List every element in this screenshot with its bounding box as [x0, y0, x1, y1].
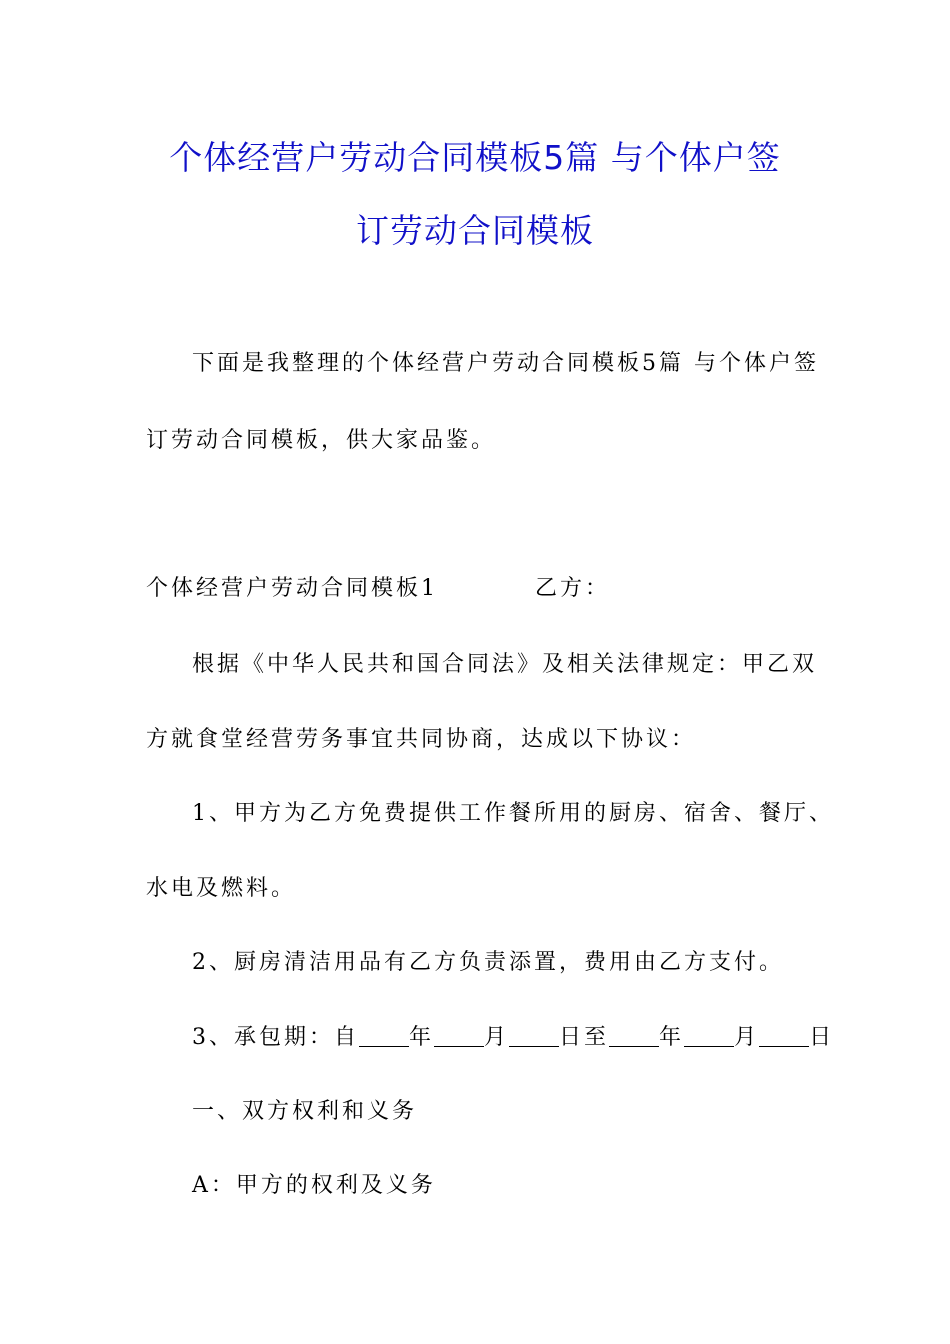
item-1-line-2: 水电及燃料。: [146, 876, 297, 901]
month-blank-1: [434, 1024, 484, 1047]
document-title-line-1: 个体经营户劳动合同模板5篇 与个体户签: [169, 138, 781, 177]
intro-line-1: 下面是我整理的个体经营户劳动合同模板5篇 与个体户签: [192, 351, 819, 376]
item-3-prefix: 3、承包期：自: [192, 1025, 359, 1050]
paragraph-1-line-1: 根据《中华人民共和国合同法》及相关法律规定：甲乙双: [192, 652, 818, 677]
item-1-line-1: 1、甲方为乙方免费提供工作餐所用的厨房、宿舍、餐厅、: [192, 801, 834, 826]
year-blank-1: [359, 1024, 409, 1047]
heading-rights-obligations: 一、双方权利和义务: [192, 1099, 418, 1124]
item-2: 2、厨房清洁用品有乙方负责添置，费用由乙方支付。: [192, 950, 784, 975]
document-title-line-2: 订劳动合同模板: [356, 211, 594, 250]
heading-party-a: A：甲方的权利及义务: [192, 1173, 436, 1198]
item-3: [192, 1020, 834, 1051]
month-blank-2: [684, 1024, 734, 1047]
item-3-month-2: 月: [734, 1025, 760, 1050]
intro-line-2: 订劳动合同模板，供大家品鉴。: [146, 428, 497, 453]
party-b-label: 乙方：: [535, 576, 611, 601]
item-3-day-2: 日: [809, 1025, 835, 1050]
section-heading: 个体经营户劳动合同模板1: [146, 576, 438, 601]
item-3-month-1: 月: [484, 1025, 510, 1050]
year-blank-2: [609, 1024, 659, 1047]
paragraph-1-line-2: 方就食堂经营劳务事宜共同协商，达成以下协议：: [146, 727, 697, 752]
item-3-year-1: 年: [409, 1025, 435, 1050]
day-blank-1: [509, 1024, 559, 1047]
day-blank-2: [759, 1024, 809, 1047]
item-3-year-2: 年: [659, 1025, 685, 1050]
item-3-day-1: 日至: [559, 1025, 610, 1050]
